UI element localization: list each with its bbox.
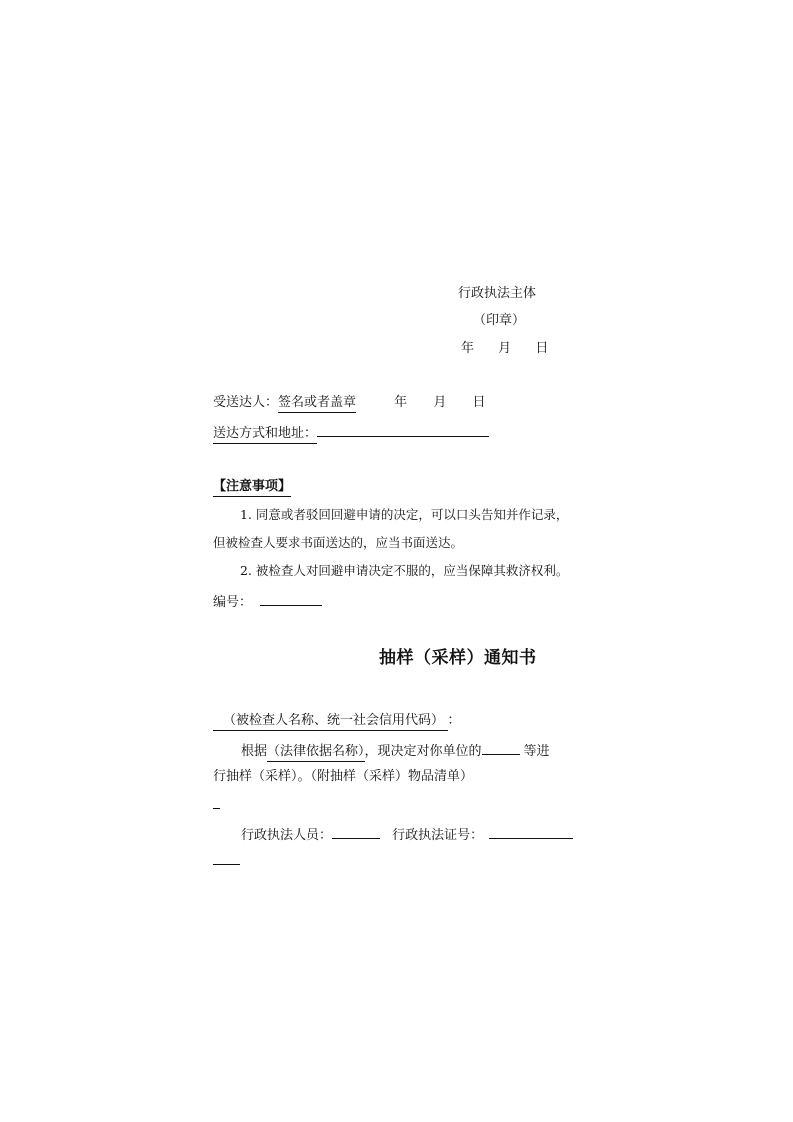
note-item-2: 2. 被检查人对回避申请决定不服的，应当保障其救济权利。 [240,563,569,578]
delivery-address-blank [317,424,489,437]
seal-year: 年 [461,341,475,356]
body-line-1 [241,742,550,758]
officer-row [241,826,573,842]
notes-heading: 【注意事项】 [213,480,291,493]
note-item-1-line-2: 但被检查人要求书面送达的，应当书面送达。 [213,535,464,550]
seal-stamp-label: （印章） [473,313,526,328]
officer-blank [332,826,380,839]
delivery-row [213,424,489,440]
delivery-label: 送达方式和地址： [213,426,317,444]
body-prefix: 根据 [241,744,268,759]
cert-blank [489,826,573,839]
addressee-row [213,714,461,727]
body-line-2: 行抽样（采样）。（附抽样（采样）物品清单） [213,769,474,784]
addressee-colon: ： [447,713,461,728]
addressee-field: （被检查人名称、统一社会信用代码） [213,713,448,731]
body-mid: ，现决定对你单位的 [364,744,482,759]
number-label: 编号： [213,595,253,610]
seal-day: 日 [535,341,549,356]
number-row [213,593,322,609]
notice-title: 抽样（采样）通知书 [379,648,537,668]
seal-date [461,342,548,355]
receipt-day: 日 [472,395,486,410]
cert-continuation-underline [213,864,240,865]
short-underline [213,808,220,809]
officer-label: 行政执法人员： [241,828,333,843]
note-item-1-line-1: 1. 同意或者驳回回避申请的决定，可以口头告知并作记录， [240,507,569,522]
recipient-row [213,396,486,409]
body-suffix: 等进 [523,744,550,759]
number-blank [260,593,322,606]
seal-month: 月 [498,341,512,356]
legal-basis-field: （法律依据名称） [267,744,365,762]
receipt-year: 年 [394,395,408,410]
recipient-label: 受送达人： [213,395,279,410]
recipient-signature-field: 签名或者盖章 [278,395,356,413]
item-blank [482,742,520,755]
cert-label: 行政执法证号： [392,828,484,843]
receipt-month: 月 [433,395,447,410]
authority-name: 行政执法主体 [458,286,537,301]
